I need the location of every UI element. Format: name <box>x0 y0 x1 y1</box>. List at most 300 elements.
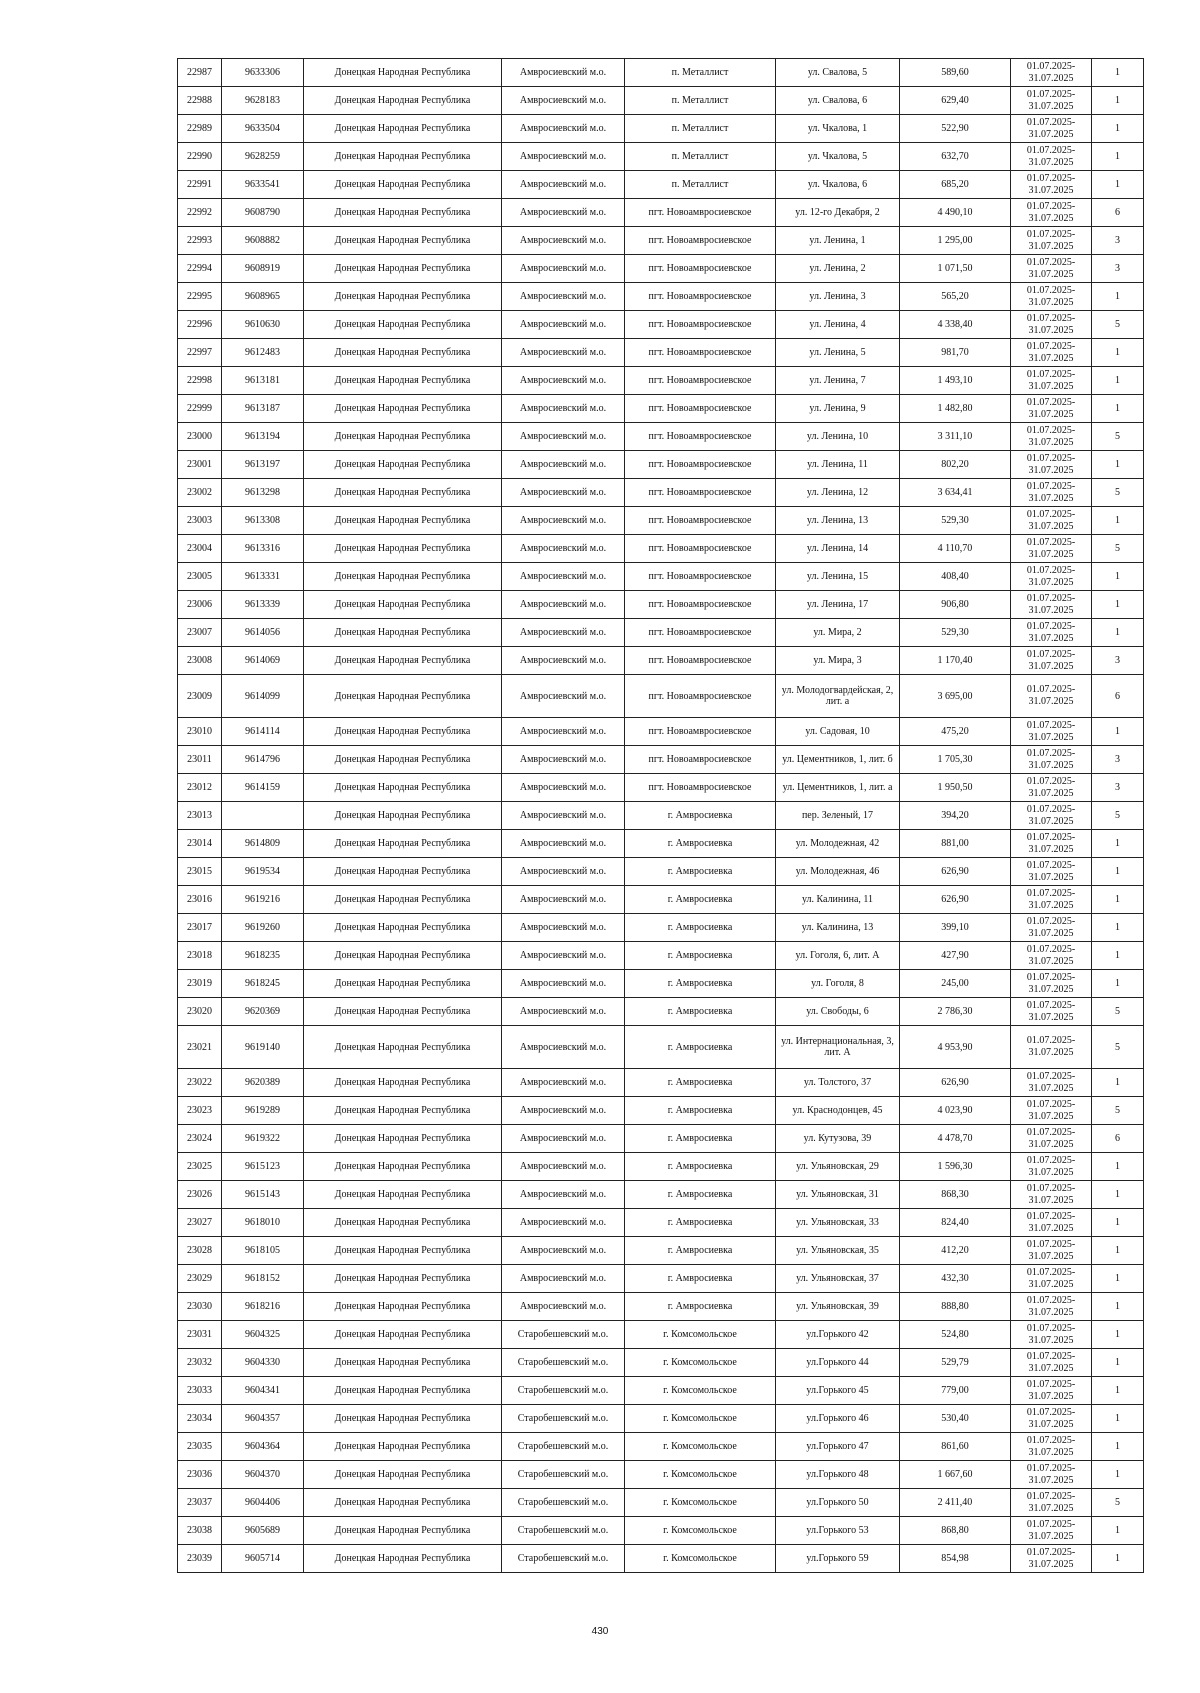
table-row <box>178 1069 1144 1097</box>
row-number-cell: 22989 <box>178 115 222 143</box>
municipality-cell: Старобешевский м.о. <box>502 1489 625 1517</box>
address-cell: ул. Краснодонцев, 45 <box>776 1097 900 1125</box>
row-number-cell: 22997 <box>178 339 222 367</box>
table-row <box>178 858 1144 886</box>
municipality-cell: Старобешевский м.о. <box>502 1433 625 1461</box>
row-number-cell: 23009 <box>178 675 222 718</box>
area-cell: 626,90 <box>900 858 1011 886</box>
region-cell: Донецкая Народная Республика <box>304 59 502 87</box>
address-cell: ул. Ленина, 1 <box>776 227 900 255</box>
area-cell: 981,70 <box>900 339 1011 367</box>
row-number-cell: 23038 <box>178 1517 222 1545</box>
settlement-cell: пгт. Новоамвросиевское <box>625 367 776 395</box>
count-cell: 1 <box>1092 395 1144 423</box>
table-row <box>178 227 1144 255</box>
count-cell: 5 <box>1092 423 1144 451</box>
region-cell: Донецкая Народная Республика <box>304 115 502 143</box>
address-cell: ул. Чкалова, 1 <box>776 115 900 143</box>
count-cell: 3 <box>1092 774 1144 802</box>
row-number-cell: 22994 <box>178 255 222 283</box>
settlement-cell: г. Амвросиевка <box>625 1209 776 1237</box>
count-cell: 1 <box>1092 1153 1144 1181</box>
area-cell: 589,60 <box>900 59 1011 87</box>
region-cell: Донецкая Народная Республика <box>304 774 502 802</box>
object-id-cell: 9618235 <box>222 942 304 970</box>
address-cell: ул. Ленина, 17 <box>776 591 900 619</box>
row-number-cell: 23004 <box>178 535 222 563</box>
address-cell: ул. Цементников, 1, лит. а <box>776 774 900 802</box>
region-cell: Донецкая Народная Республика <box>304 858 502 886</box>
region-cell: Донецкая Народная Республика <box>304 255 502 283</box>
area-cell: 399,10 <box>900 914 1011 942</box>
table-row <box>178 1545 1144 1573</box>
region-cell: Донецкая Народная Республика <box>304 1517 502 1545</box>
row-number-cell: 23020 <box>178 998 222 1026</box>
table-row <box>178 423 1144 451</box>
settlement-cell: г. Комсомольское <box>625 1349 776 1377</box>
municipality-cell: Амвросиевский м.о. <box>502 1069 625 1097</box>
municipality-cell: Амвросиевский м.о. <box>502 563 625 591</box>
object-id-cell: 9605689 <box>222 1517 304 1545</box>
row-number-cell: 23014 <box>178 830 222 858</box>
area-cell: 629,40 <box>900 87 1011 115</box>
object-id-cell: 9604406 <box>222 1489 304 1517</box>
object-id-cell: 9619289 <box>222 1097 304 1125</box>
row-number-cell: 22996 <box>178 311 222 339</box>
period-cell: 01.07.2025-31.07.2025 <box>1011 802 1092 830</box>
count-cell: 5 <box>1092 1026 1144 1069</box>
address-cell: ул. Ульяновская, 33 <box>776 1209 900 1237</box>
area-cell: 4 490,10 <box>900 199 1011 227</box>
count-cell: 3 <box>1092 746 1144 774</box>
period-cell: 01.07.2025-31.07.2025 <box>1011 1377 1092 1405</box>
region-cell: Донецкая Народная Республика <box>304 942 502 970</box>
area-cell: 1 667,60 <box>900 1461 1011 1489</box>
address-cell: ул. Интернациональная, 3, лит. А <box>776 1026 900 1069</box>
municipality-cell: Амвросиевский м.о. <box>502 143 625 171</box>
settlement-cell: г. Комсомольское <box>625 1517 776 1545</box>
row-number-cell: 23018 <box>178 942 222 970</box>
table-row <box>178 87 1144 115</box>
settlement-cell: пгт. Новоамвросиевское <box>625 718 776 746</box>
period-cell: 01.07.2025-31.07.2025 <box>1011 1153 1092 1181</box>
period-cell: 01.07.2025-31.07.2025 <box>1011 339 1092 367</box>
table-row <box>178 1433 1144 1461</box>
period-cell: 01.07.2025-31.07.2025 <box>1011 1209 1092 1237</box>
object-id-cell: 9620389 <box>222 1069 304 1097</box>
table-row <box>178 283 1144 311</box>
area-cell: 881,00 <box>900 830 1011 858</box>
settlement-cell: г. Амвросиевка <box>625 802 776 830</box>
table-row <box>178 395 1144 423</box>
settlement-cell: пгт. Новоамвросиевское <box>625 199 776 227</box>
address-cell: ул. Ульяновская, 31 <box>776 1181 900 1209</box>
count-cell: 1 <box>1092 367 1144 395</box>
municipality-cell: Амвросиевский м.о. <box>502 339 625 367</box>
row-number-cell: 23012 <box>178 774 222 802</box>
address-cell: ул. Ленина, 10 <box>776 423 900 451</box>
count-cell: 1 <box>1092 1461 1144 1489</box>
count-cell: 1 <box>1092 886 1144 914</box>
period-cell: 01.07.2025-31.07.2025 <box>1011 1181 1092 1209</box>
settlement-cell: пгт. Новоамвросиевское <box>625 395 776 423</box>
region-cell: Донецкая Народная Республика <box>304 886 502 914</box>
object-id-cell <box>222 802 304 830</box>
settlement-cell: г. Амвросиевка <box>625 1026 776 1069</box>
settlement-cell: г. Амвросиевка <box>625 1181 776 1209</box>
count-cell: 3 <box>1092 647 1144 675</box>
municipality-cell: Амвросиевский м.о. <box>502 774 625 802</box>
region-cell: Донецкая Народная Республика <box>304 970 502 998</box>
count-cell: 1 <box>1092 507 1144 535</box>
settlement-cell: г. Амвросиевка <box>625 998 776 1026</box>
municipality-cell: Старобешевский м.о. <box>502 1405 625 1433</box>
table-row <box>178 774 1144 802</box>
page-number: 430 <box>591 1626 609 1637</box>
municipality-cell: Амвросиевский м.о. <box>502 970 625 998</box>
object-id-cell: 9604364 <box>222 1433 304 1461</box>
period-cell: 01.07.2025-31.07.2025 <box>1011 1069 1092 1097</box>
row-number-cell: 23029 <box>178 1265 222 1293</box>
period-cell: 01.07.2025-31.07.2025 <box>1011 998 1092 1026</box>
table-row <box>178 998 1144 1026</box>
period-cell: 01.07.2025-31.07.2025 <box>1011 451 1092 479</box>
count-cell: 5 <box>1092 1489 1144 1517</box>
region-cell: Донецкая Народная Республика <box>304 479 502 507</box>
region-cell: Донецкая Народная Республика <box>304 1069 502 1097</box>
row-number-cell: 23037 <box>178 1489 222 1517</box>
row-number-cell: 23007 <box>178 619 222 647</box>
area-cell: 1 482,80 <box>900 395 1011 423</box>
period-cell: 01.07.2025-31.07.2025 <box>1011 143 1092 171</box>
area-cell: 861,60 <box>900 1433 1011 1461</box>
region-cell: Донецкая Народная Республика <box>304 914 502 942</box>
period-cell: 01.07.2025-31.07.2025 <box>1011 283 1092 311</box>
table-row <box>178 1405 1144 1433</box>
area-cell: 626,90 <box>900 1069 1011 1097</box>
municipality-cell: Амвросиевский м.о. <box>502 199 625 227</box>
municipality-cell: Амвросиевский м.о. <box>502 591 625 619</box>
object-id-cell: 9619140 <box>222 1026 304 1069</box>
region-cell: Донецкая Народная Республика <box>304 647 502 675</box>
table-row <box>178 507 1144 535</box>
period-cell: 01.07.2025-31.07.2025 <box>1011 970 1092 998</box>
row-number-cell: 23039 <box>178 1545 222 1573</box>
period-cell: 01.07.2025-31.07.2025 <box>1011 1545 1092 1573</box>
period-cell: 01.07.2025-31.07.2025 <box>1011 1489 1092 1517</box>
count-cell: 1 <box>1092 115 1144 143</box>
municipality-cell: Амвросиевский м.о. <box>502 675 625 718</box>
table-row <box>178 1125 1144 1153</box>
municipality-cell: Амвросиевский м.о. <box>502 1237 625 1265</box>
area-cell: 529,30 <box>900 619 1011 647</box>
region-cell: Донецкая Народная Республика <box>304 423 502 451</box>
object-id-cell: 9613187 <box>222 395 304 423</box>
settlement-cell: г. Амвросиевка <box>625 1265 776 1293</box>
region-cell: Донецкая Народная Республика <box>304 830 502 858</box>
period-cell: 01.07.2025-31.07.2025 <box>1011 1517 1092 1545</box>
period-cell: 01.07.2025-31.07.2025 <box>1011 171 1092 199</box>
table-row <box>178 675 1144 718</box>
table-row <box>178 942 1144 970</box>
row-number-cell: 23019 <box>178 970 222 998</box>
object-id-cell: 9614114 <box>222 718 304 746</box>
area-cell: 4 023,90 <box>900 1097 1011 1125</box>
address-cell: ул.Горького 45 <box>776 1377 900 1405</box>
table-row <box>178 367 1144 395</box>
address-cell: ул. Калинина, 13 <box>776 914 900 942</box>
address-cell: ул. Чкалова, 5 <box>776 143 900 171</box>
object-id-cell: 9628259 <box>222 143 304 171</box>
count-cell: 6 <box>1092 199 1144 227</box>
address-cell: ул.Горького 50 <box>776 1489 900 1517</box>
data-table <box>177 58 1144 1573</box>
address-cell: ул.Горького 46 <box>776 1405 900 1433</box>
period-cell: 01.07.2025-31.07.2025 <box>1011 1265 1092 1293</box>
object-id-cell: 9610630 <box>222 311 304 339</box>
count-cell: 1 <box>1092 339 1144 367</box>
table-row <box>178 1153 1144 1181</box>
region-cell: Донецкая Народная Республика <box>304 675 502 718</box>
area-cell: 824,40 <box>900 1209 1011 1237</box>
settlement-cell: г. Комсомольское <box>625 1545 776 1573</box>
table-body <box>178 59 1144 1573</box>
region-cell: Донецкая Народная Республика <box>304 311 502 339</box>
municipality-cell: Амвросиевский м.о. <box>502 255 625 283</box>
settlement-cell: пгт. Новоамвросиевское <box>625 563 776 591</box>
address-cell: ул. Калинина, 11 <box>776 886 900 914</box>
count-cell: 1 <box>1092 1237 1144 1265</box>
count-cell: 1 <box>1092 171 1144 199</box>
row-number-cell: 23001 <box>178 451 222 479</box>
row-number-cell: 23013 <box>178 802 222 830</box>
row-number-cell: 23032 <box>178 1349 222 1377</box>
object-id-cell: 9613194 <box>222 423 304 451</box>
municipality-cell: Амвросиевский м.о. <box>502 718 625 746</box>
region-cell: Донецкая Народная Республика <box>304 1545 502 1573</box>
period-cell: 01.07.2025-31.07.2025 <box>1011 479 1092 507</box>
object-id-cell: 9628183 <box>222 87 304 115</box>
period-cell: 01.07.2025-31.07.2025 <box>1011 1433 1092 1461</box>
period-cell: 01.07.2025-31.07.2025 <box>1011 914 1092 942</box>
period-cell: 01.07.2025-31.07.2025 <box>1011 774 1092 802</box>
area-cell: 1 071,50 <box>900 255 1011 283</box>
area-cell: 906,80 <box>900 591 1011 619</box>
settlement-cell: п. Металлист <box>625 115 776 143</box>
table-row <box>178 255 1144 283</box>
region-cell: Донецкая Народная Республика <box>304 746 502 774</box>
area-cell: 802,20 <box>900 451 1011 479</box>
municipality-cell: Амвросиевский м.о. <box>502 1209 625 1237</box>
table-row <box>178 1209 1144 1237</box>
count-cell: 1 <box>1092 1349 1144 1377</box>
municipality-cell: Амвросиевский м.о. <box>502 59 625 87</box>
count-cell: 1 <box>1092 1545 1144 1573</box>
row-number-cell: 23031 <box>178 1321 222 1349</box>
row-number-cell: 23010 <box>178 718 222 746</box>
period-cell: 01.07.2025-31.07.2025 <box>1011 830 1092 858</box>
settlement-cell: пгт. Новоамвросиевское <box>625 227 776 255</box>
region-cell: Донецкая Народная Республика <box>304 1489 502 1517</box>
settlement-cell: г. Амвросиевка <box>625 1069 776 1097</box>
count-cell: 1 <box>1092 1293 1144 1321</box>
object-id-cell: 9608919 <box>222 255 304 283</box>
object-id-cell: 9619534 <box>222 858 304 886</box>
municipality-cell: Амвросиевский м.о. <box>502 87 625 115</box>
municipality-cell: Амвросиевский м.о. <box>502 746 625 774</box>
object-id-cell: 9619260 <box>222 914 304 942</box>
object-id-cell: 9613339 <box>222 591 304 619</box>
table-row <box>178 1349 1144 1377</box>
period-cell: 01.07.2025-31.07.2025 <box>1011 942 1092 970</box>
object-id-cell: 9608790 <box>222 199 304 227</box>
municipality-cell: Амвросиевский м.о. <box>502 1097 625 1125</box>
settlement-cell: пгт. Новоамвросиевское <box>625 619 776 647</box>
object-id-cell: 9613181 <box>222 367 304 395</box>
table-row <box>178 1489 1144 1517</box>
address-cell: ул. 12-го Декабря, 2 <box>776 199 900 227</box>
address-cell: ул. Свободы, 6 <box>776 998 900 1026</box>
settlement-cell: пгт. Новоамвросиевское <box>625 339 776 367</box>
row-number-cell: 23035 <box>178 1433 222 1461</box>
settlement-cell: пгт. Новоамвросиевское <box>625 479 776 507</box>
object-id-cell: 9614069 <box>222 647 304 675</box>
region-cell: Донецкая Народная Республика <box>304 1026 502 1069</box>
row-number-cell: 23000 <box>178 423 222 451</box>
address-cell: ул. Свалова, 6 <box>776 87 900 115</box>
municipality-cell: Старобешевский м.о. <box>502 1377 625 1405</box>
period-cell: 01.07.2025-31.07.2025 <box>1011 255 1092 283</box>
region-cell: Донецкая Народная Республика <box>304 619 502 647</box>
municipality-cell: Амвросиевский м.о. <box>502 479 625 507</box>
object-id-cell: 9614809 <box>222 830 304 858</box>
row-number-cell: 23015 <box>178 858 222 886</box>
count-cell: 1 <box>1092 1377 1144 1405</box>
area-cell: 2 786,30 <box>900 998 1011 1026</box>
row-number-cell: 22998 <box>178 367 222 395</box>
region-cell: Донецкая Народная Республика <box>304 563 502 591</box>
row-number-cell: 23022 <box>178 1069 222 1097</box>
address-cell: ул.Горького 48 <box>776 1461 900 1489</box>
period-cell: 01.07.2025-31.07.2025 <box>1011 423 1092 451</box>
region-cell: Донецкая Народная Республика <box>304 802 502 830</box>
area-cell: 3 634,41 <box>900 479 1011 507</box>
region-cell: Донецкая Народная Республика <box>304 535 502 563</box>
period-cell: 01.07.2025-31.07.2025 <box>1011 1125 1092 1153</box>
municipality-cell: Старобешевский м.о. <box>502 1545 625 1573</box>
object-id-cell: 9615143 <box>222 1181 304 1209</box>
period-cell: 01.07.2025-31.07.2025 <box>1011 367 1092 395</box>
address-cell: ул. Чкалова, 6 <box>776 171 900 199</box>
address-cell: ул. Молодогвардейская, 2, лит. а <box>776 675 900 718</box>
region-cell: Донецкая Народная Республика <box>304 998 502 1026</box>
object-id-cell: 9618216 <box>222 1293 304 1321</box>
address-cell: ул. Гоголя, 8 <box>776 970 900 998</box>
table-row <box>178 1377 1144 1405</box>
region-cell: Донецкая Народная Республика <box>304 199 502 227</box>
settlement-cell: г. Амвросиевка <box>625 914 776 942</box>
address-cell: ул. Гоголя, 6, лит. А <box>776 942 900 970</box>
region-cell: Донецкая Народная Республика <box>304 1265 502 1293</box>
municipality-cell: Старобешевский м.о. <box>502 1461 625 1489</box>
object-id-cell: 9618152 <box>222 1265 304 1293</box>
region-cell: Донецкая Народная Республика <box>304 1125 502 1153</box>
settlement-cell: пгт. Новоамвросиевское <box>625 255 776 283</box>
count-cell: 1 <box>1092 59 1144 87</box>
row-number-cell: 23003 <box>178 507 222 535</box>
period-cell: 01.07.2025-31.07.2025 <box>1011 59 1092 87</box>
area-cell: 854,98 <box>900 1545 1011 1573</box>
address-cell: ул. Ульяновская, 37 <box>776 1265 900 1293</box>
row-number-cell: 22993 <box>178 227 222 255</box>
settlement-cell: г. Амвросиевка <box>625 1153 776 1181</box>
municipality-cell: Амвросиевский м.о. <box>502 115 625 143</box>
municipality-cell: Амвросиевский м.о. <box>502 1153 625 1181</box>
municipality-cell: Амвросиевский м.о. <box>502 998 625 1026</box>
address-cell: ул. Ленина, 4 <box>776 311 900 339</box>
table-row <box>178 746 1144 774</box>
municipality-cell: Амвросиевский м.о. <box>502 886 625 914</box>
period-cell: 01.07.2025-31.07.2025 <box>1011 1293 1092 1321</box>
row-number-cell: 23005 <box>178 563 222 591</box>
count-cell: 1 <box>1092 451 1144 479</box>
count-cell: 1 <box>1092 914 1144 942</box>
row-number-cell: 22988 <box>178 87 222 115</box>
object-id-cell: 9604341 <box>222 1377 304 1405</box>
period-cell: 01.07.2025-31.07.2025 <box>1011 746 1092 774</box>
row-number-cell: 23033 <box>178 1377 222 1405</box>
address-cell: ул. Свалова, 5 <box>776 59 900 87</box>
row-number-cell: 22992 <box>178 199 222 227</box>
settlement-cell: г. Амвросиевка <box>625 1125 776 1153</box>
area-cell: 4 953,90 <box>900 1026 1011 1069</box>
settlement-cell: пгт. Новоамвросиевское <box>625 535 776 563</box>
settlement-cell: пгт. Новоамвросиевское <box>625 647 776 675</box>
region-cell: Донецкая Народная Республика <box>304 1181 502 1209</box>
settlement-cell: пгт. Новоамвросиевское <box>625 311 776 339</box>
row-number-cell: 22987 <box>178 59 222 87</box>
settlement-cell: пгт. Новоамвросиевское <box>625 774 776 802</box>
period-cell: 01.07.2025-31.07.2025 <box>1011 591 1092 619</box>
row-number-cell: 23024 <box>178 1125 222 1153</box>
table-row <box>178 619 1144 647</box>
row-number-cell: 23023 <box>178 1097 222 1125</box>
region-cell: Донецкая Народная Республика <box>304 451 502 479</box>
count-cell: 3 <box>1092 255 1144 283</box>
address-cell: ул. Ульяновская, 39 <box>776 1293 900 1321</box>
row-number-cell: 23021 <box>178 1026 222 1069</box>
count-cell: 6 <box>1092 1125 1144 1153</box>
address-cell: ул. Ленина, 5 <box>776 339 900 367</box>
object-id-cell: 9612483 <box>222 339 304 367</box>
row-number-cell: 23036 <box>178 1461 222 1489</box>
table-row <box>178 311 1144 339</box>
settlement-cell: г. Комсомольское <box>625 1489 776 1517</box>
address-cell: ул. Ленина, 11 <box>776 451 900 479</box>
municipality-cell: Старобешевский м.о. <box>502 1321 625 1349</box>
area-cell: 408,40 <box>900 563 1011 591</box>
table-row <box>178 830 1144 858</box>
settlement-cell: г. Комсомольское <box>625 1461 776 1489</box>
region-cell: Донецкая Народная Республика <box>304 1377 502 1405</box>
municipality-cell: Амвросиевский м.о. <box>502 367 625 395</box>
area-cell: 412,20 <box>900 1237 1011 1265</box>
object-id-cell: 9619216 <box>222 886 304 914</box>
table-row <box>178 171 1144 199</box>
table-row <box>178 339 1144 367</box>
object-id-cell: 9608965 <box>222 283 304 311</box>
table-row <box>178 1181 1144 1209</box>
